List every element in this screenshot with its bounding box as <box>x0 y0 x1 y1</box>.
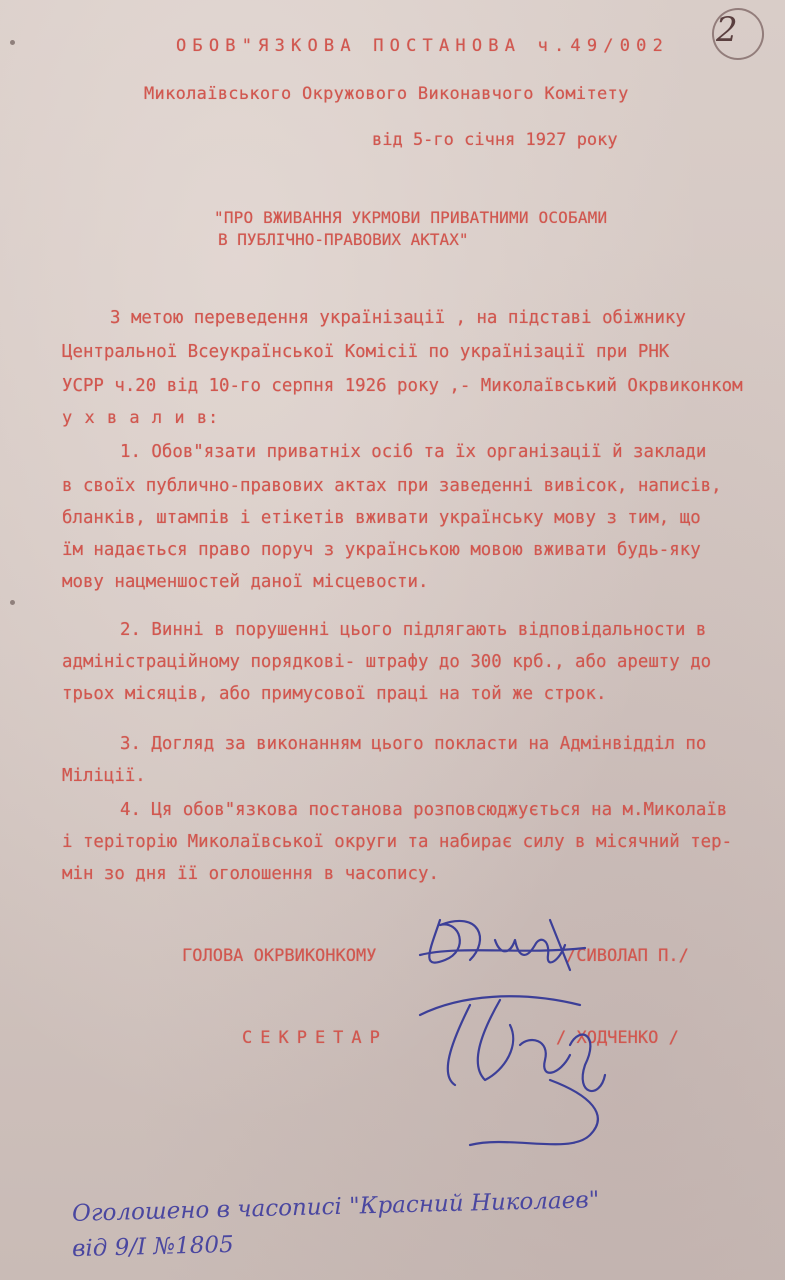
document-issuer: Миколаївського Окружового Виконавчого Комітету <box>144 84 629 104</box>
point-2-line-2: адміністраційному порядкові- штрафу до 300 крб., або арешту до <box>62 652 712 672</box>
preamble-line-4: у х в а л и в: <box>62 408 220 428</box>
archive-number: 2 <box>716 10 738 50</box>
document-title: ОБОВ"ЯЗКОВА ПОСТАНОВА ч.49/002 <box>176 36 670 56</box>
preamble-line-1: З метою переведення українізації , на підставі обіжнику <box>110 308 686 328</box>
point-4-line-1: 4. Ця обов"язкова постанова розповсюджується на м.Миколаїв <box>120 800 728 820</box>
binding-hole <box>10 40 15 45</box>
point-1-line-5: мову нацменшостей даної місцевости. <box>62 572 429 592</box>
chairman-name: /СИВОЛАП П./ <box>566 946 689 966</box>
point-1-line-3: бланків, штампів і етікетів вживати українську мову з тим, що <box>62 508 701 528</box>
subject-line-2: В ПУБЛІЧНО-ПРАВОВИХ АКТАХ" <box>218 230 469 249</box>
point-3-line-2: Міліції. <box>62 766 146 786</box>
document-date: від 5-го січня 1927 року <box>372 130 618 150</box>
subject-line-1: "ПРО ВЖИВАННЯ УКРМОВИ ПРИВАТНИМИ ОСОБАМИ <box>214 208 608 227</box>
chairman-signature <box>400 900 600 990</box>
secretary-signature <box>410 985 630 1175</box>
point-3-line-1: 3. Догляд за виконанням цього покласти на Адмінвідділ по <box>120 734 707 754</box>
publication-note-line-1: Оголошено в часописі "Красний Николаев" <box>71 1187 600 1227</box>
point-2-line-3: трьох місяців, або примусової праці на той же строк. <box>62 684 607 704</box>
point-1-line-1: 1. Обов"язати приватніх осіб та їх організації й заклади <box>120 442 707 462</box>
secretary-title: СЕКРЕТАР <box>242 1028 388 1048</box>
point-2-line-1: 2. Винні в порушенні цього підлягають відповідальности в <box>120 620 707 640</box>
point-1-line-4: їм надається право поруч з українською мовою вживати будь-яку <box>62 540 701 560</box>
point-1-line-2: в своїх публично-правових актах при заведенні вивісок, написів, <box>62 476 722 496</box>
chairman-title: ГОЛОВА ОКРВИКОНКОМУ <box>182 946 377 966</box>
preamble-line-2: Центральної Всеукраїнської Комісії по українізації при РНК <box>62 342 670 362</box>
point-4-line-2: і теріторію Миколаївської округи та набирає силу в місячний тер- <box>62 832 733 852</box>
point-4-line-3: мін зо дня її оголошення в часопису. <box>62 864 439 884</box>
secretary-name: / ХОДЧЕНКО / <box>556 1028 679 1048</box>
preamble-line-3: УСРР ч.20 від 10-го серпня 1926 року ,- Миколаївський Окрвиконком <box>62 376 743 396</box>
publication-note-line-2: від 9/I №1805 <box>71 1231 235 1263</box>
binding-hole <box>10 600 15 605</box>
